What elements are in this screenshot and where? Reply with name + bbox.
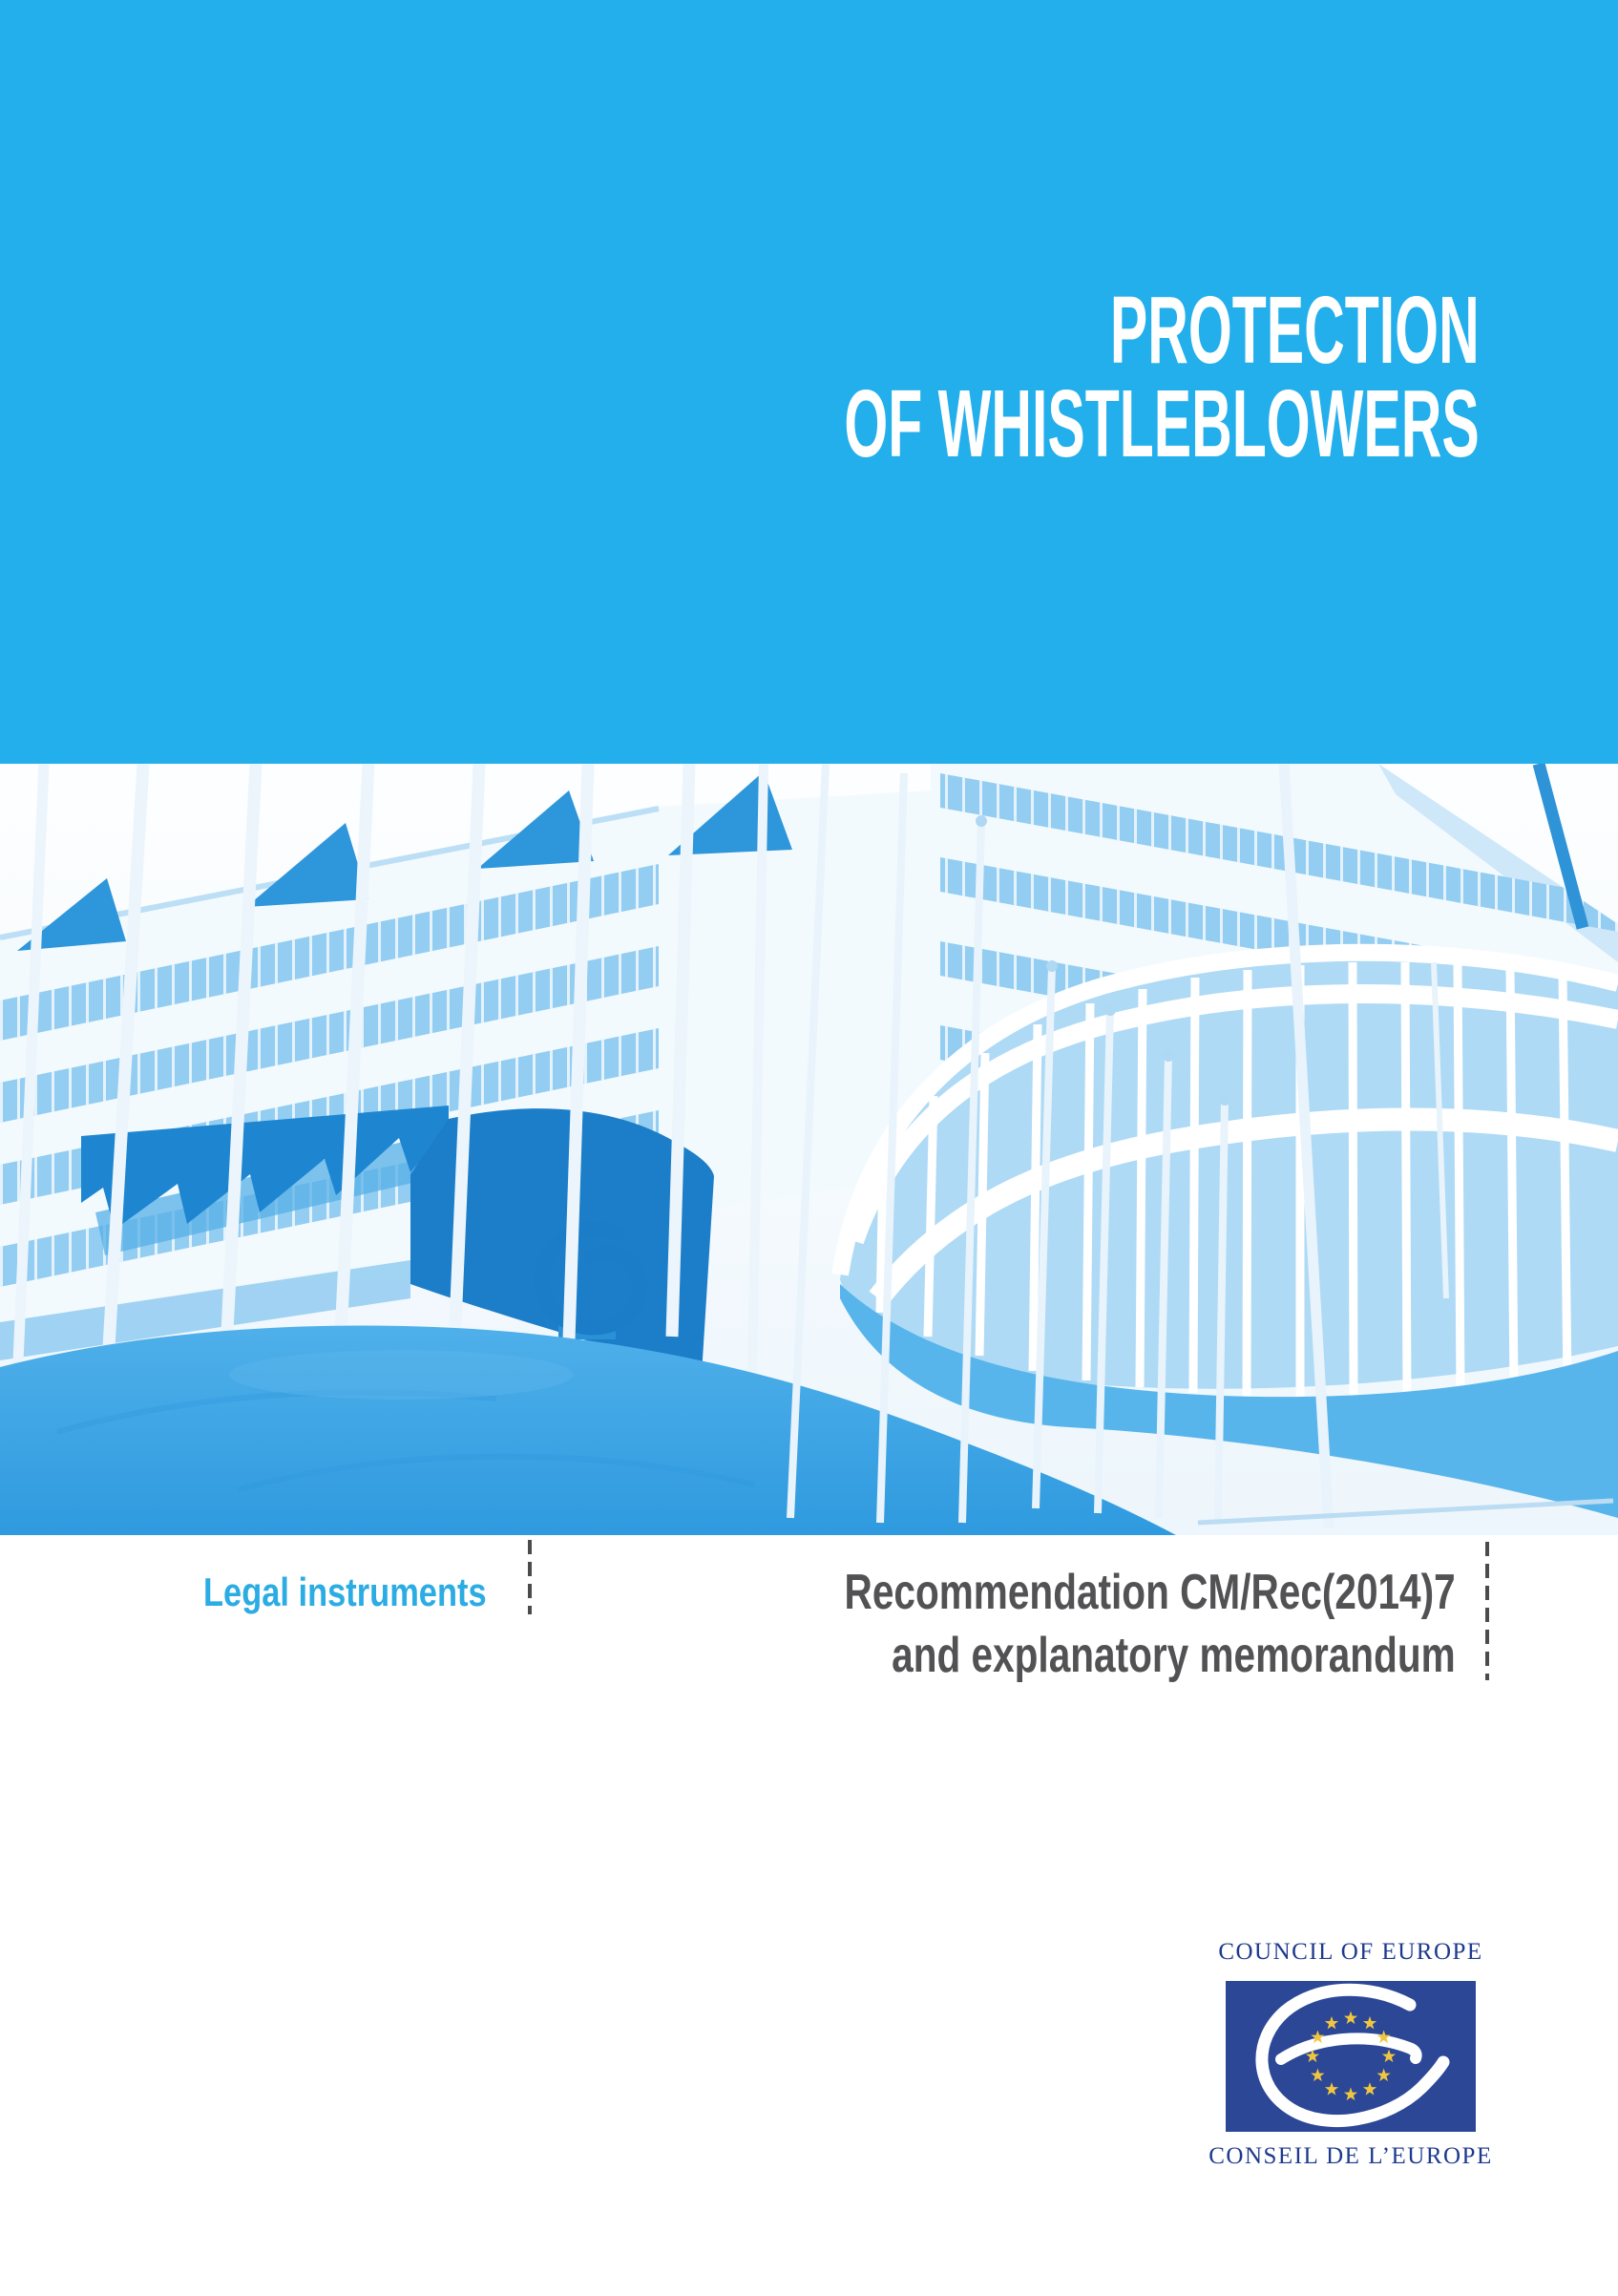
logo-text-french: CONSEIL DE L’EUROPE	[1208, 2143, 1493, 2169]
cover-title-line1: PROTECTION	[1110, 277, 1480, 384]
header-band	[0, 0, 1618, 764]
coe-emblem-icon	[1226, 1981, 1476, 2132]
logo-text-english: COUNCIL OF EUROPE	[1218, 1939, 1483, 1965]
doc-subtitle	[845, 1561, 1456, 1687]
series-label: Legal instruments	[203, 1569, 487, 1614]
cover-title-line2: OF WHISTLEBLOWERS	[844, 370, 1480, 477]
cover-title	[844, 277, 1480, 477]
dashed-divider-right	[1485, 1542, 1489, 1680]
dashed-divider-left	[528, 1540, 532, 1614]
doc-subtitle-line1: Recommendation CM/Rec(2014)7	[844, 1565, 1456, 1620]
palais-de-l-europe-photo	[0, 764, 1618, 1535]
council-of-europe-logo	[1208, 1940, 1494, 2169]
cover-photo	[0, 764, 1618, 1535]
doc-subtitle-line2: and explanatory memorandum	[892, 1628, 1456, 1683]
